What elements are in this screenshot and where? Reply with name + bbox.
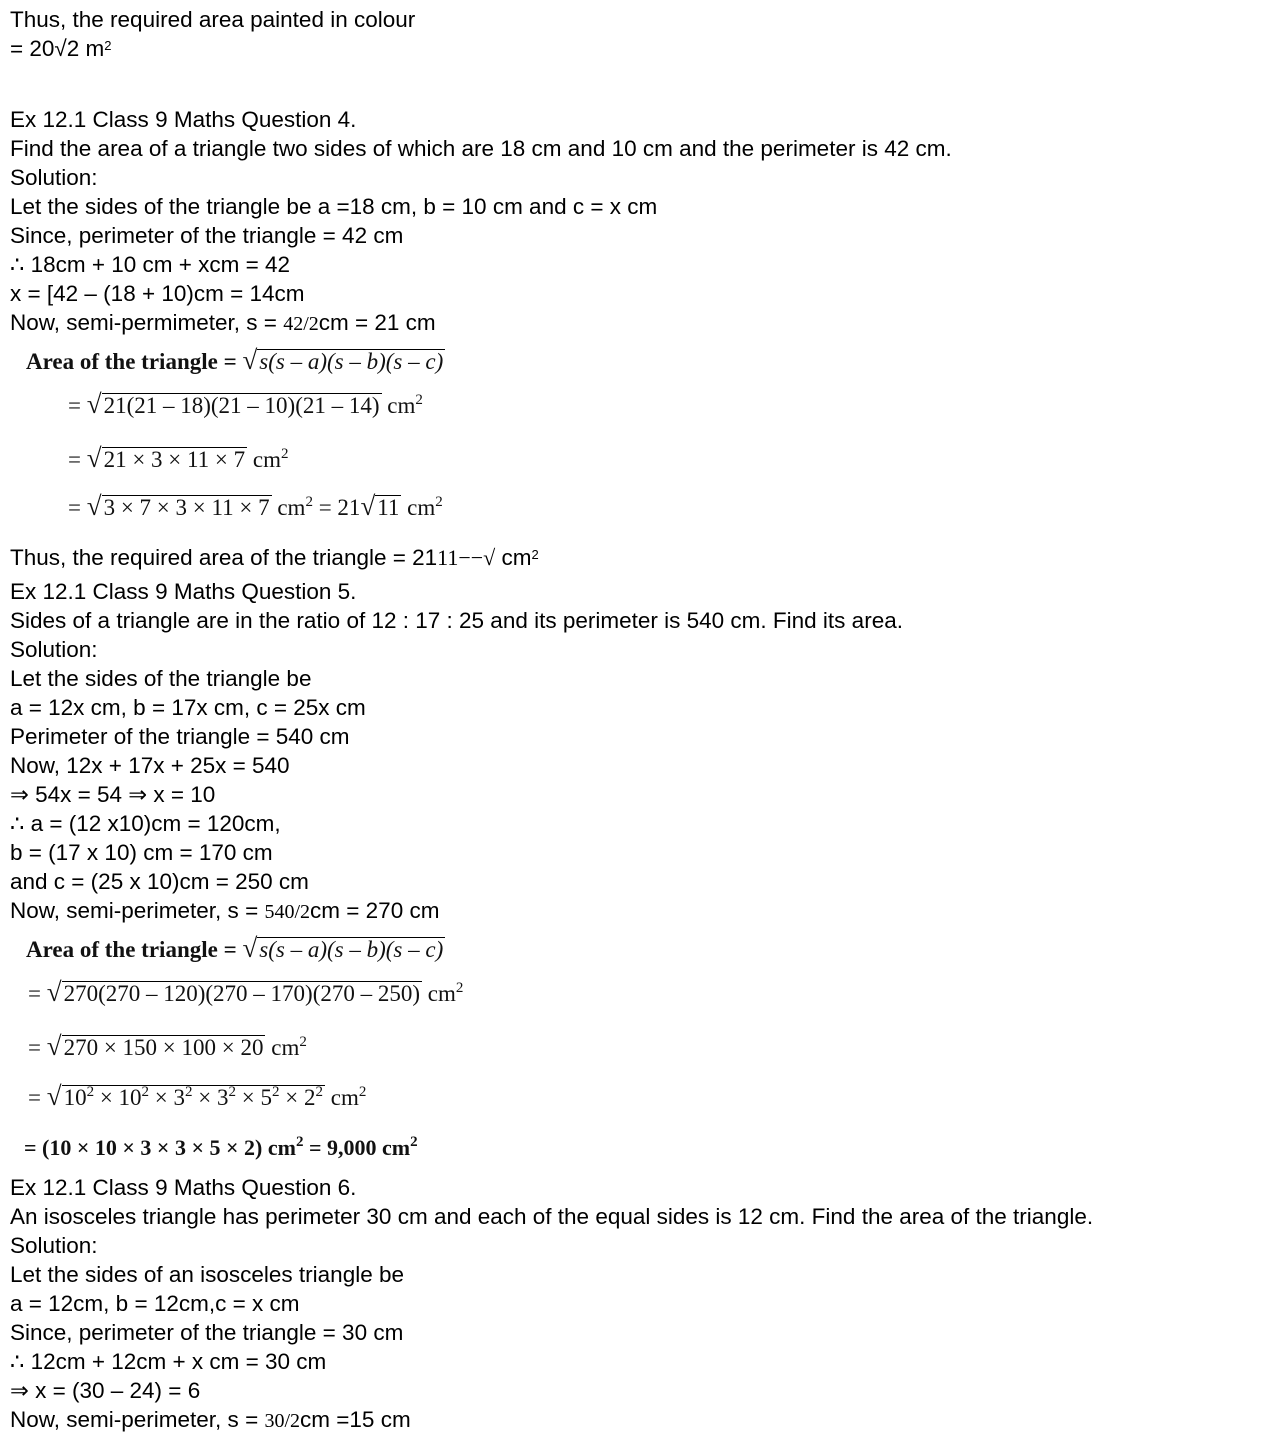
- step-line: Let the sides of the triangle be a =18 cm, b = 10 cm and c = x cm: [10, 194, 658, 219]
- semi-suffix: cm =15 cm: [300, 1407, 411, 1432]
- superscript: 2: [358, 1084, 367, 1100]
- question-5-heading: Ex 12.1 Class 9 Maths Question 5.: [10, 579, 357, 604]
- radicand: 270 × 150 × 100 × 20: [63, 1035, 264, 1060]
- solution-label: Solution:: [10, 637, 98, 662]
- semi-perimeter-line: [10, 308, 1266, 339]
- step-line: b = (17 x 10) cm = 170 cm: [10, 840, 273, 865]
- superscript: 2: [435, 494, 443, 510]
- unit: cm: [401, 495, 436, 520]
- unit: cm: [422, 981, 456, 1006]
- semi-perimeter-line: [10, 1405, 1266, 1436]
- fraction: 540/2: [264, 901, 311, 923]
- superscript: 2: [185, 1084, 193, 1100]
- semi-suffix: cm = 270 cm: [310, 898, 440, 923]
- formula-label: Area of the triangle =: [26, 937, 243, 962]
- superscript: 2: [141, 1084, 150, 1100]
- step-line: ∴ 18cm + 10 cm + xcm = 42: [10, 252, 291, 277]
- superscript: 2: [415, 392, 423, 408]
- radicand: 21 × 3 × 11 × 7: [103, 447, 246, 472]
- question-4-heading: Ex 12.1 Class 9 Maths Question 4.: [10, 107, 357, 132]
- fraction: 42/2: [283, 313, 319, 335]
- radicand: s(s – a)(s – b)(s – c): [259, 349, 444, 374]
- formula-row: = √21 × 3 × 11 × 7 $cm^2$: [68, 443, 289, 473]
- radicand: 21(21 – 18)(21 – 10)(21 – 14): [103, 393, 380, 418]
- q4-formula-image: [24, 339, 1266, 535]
- superscript: 2: [299, 1034, 307, 1050]
- term: × 3: [198, 1085, 229, 1110]
- step-line: a = 12x cm, b = 17x cm, c = 25x cm: [10, 695, 366, 720]
- radicand: 3 × 7 × 3 × 11 × 7: [103, 495, 270, 520]
- result-text: = 20√2 m: [10, 36, 105, 61]
- superscript: 2: [305, 494, 313, 510]
- radicand: [62, 1085, 325, 1113]
- superscript: 2: [295, 1134, 304, 1150]
- unit: cm: [265, 1035, 300, 1060]
- unit: cm: [247, 447, 281, 472]
- equals: =: [28, 1035, 41, 1060]
- superscript: 2: [455, 980, 464, 996]
- semi-perimeter-line: [10, 896, 1266, 927]
- superscript: 2: [272, 1084, 280, 1100]
- question-5-text: Sides of a triangle are in the ratio of 12 : 17 : 25 and its perimeter is 540 cm. Find its area.: [10, 608, 903, 633]
- step-line: ⇒ 54x = 54 ⇒ x = 10: [10, 782, 216, 807]
- superscript: 2: [315, 1084, 323, 1100]
- formula-row: Area of the triangle = √s(s – a)(s – b)(s – c): [26, 345, 444, 375]
- term: × 5: [241, 1085, 272, 1110]
- formula-row: [24, 1135, 418, 1161]
- radicand: 11: [377, 495, 400, 520]
- q4-answer-line: [10, 543, 1266, 575]
- area-painted-result: [10, 34, 1266, 66]
- superscript: 2: [104, 38, 112, 53]
- solution-label: Solution:: [10, 1233, 98, 1258]
- equals: =: [68, 447, 81, 472]
- term: 10: [63, 1085, 87, 1110]
- equals: =: [68, 495, 81, 520]
- formula-row: = √270 × 150 × 100 × 20 $cm^2$: [28, 1031, 307, 1061]
- semi-prefix: Now, semi-perimeter, s =: [10, 898, 265, 923]
- unit: cm: [324, 1085, 359, 1110]
- unit: cm: [495, 545, 532, 570]
- semi-prefix: Now, semi-perimeter, s =: [10, 1407, 265, 1432]
- unit: cm: [381, 393, 416, 418]
- solution-label: Solution:: [10, 165, 98, 190]
- step-line: ⇒ x = (30 – 24) = 6: [10, 1378, 201, 1403]
- step-line: Since, perimeter of the triangle = 30 cm: [10, 1320, 404, 1345]
- equals: =: [68, 393, 81, 418]
- text-line: Thus, the required area painted in colour: [10, 7, 416, 32]
- question-4-text: Find the area of a triangle two sides of which are 18 cm and 10 cm and the perimeter is 42 cm.: [10, 136, 952, 161]
- result-text: = (10 × 10 × 3 × 3 × 5 × 2) cm: [24, 1135, 296, 1160]
- superscript: 2: [86, 1084, 95, 1100]
- formula-label: Area of the triangle =: [26, 349, 243, 374]
- document-page: [10, 0, 1266, 1436]
- step-line: x = [42 – (18 + 10)cm = 14cm: [10, 281, 305, 306]
- unit: cm: [271, 495, 306, 520]
- step-line: ∴ a = (12 x10)cm = 120cm,: [10, 811, 281, 836]
- term: × 2: [285, 1085, 316, 1110]
- superscript: 2: [280, 446, 289, 462]
- step-line: a = 12cm, b = 12cm,c = x cm: [10, 1291, 300, 1316]
- term: × 10: [99, 1085, 142, 1110]
- question-6-heading: Ex 12.1 Class 9 Maths Question 6.: [10, 1175, 357, 1200]
- formula-row: = √270(270 – 120)(270 – 170)(270 – 250) $cm^2$: [28, 977, 464, 1007]
- step-line: Let the sides of an isosceles triangle be: [10, 1262, 404, 1287]
- superscript: 2: [410, 1134, 418, 1150]
- formula-row: = √3 × 7 × 3 × 11 × 7 $cm^2 = 21√11$ $cm^2$: [68, 491, 443, 521]
- step-line: Let the sides of the triangle be: [10, 666, 312, 691]
- step-line: Perimeter of the triangle = 540 cm: [10, 724, 350, 749]
- result-tail: = 9,000 cm: [303, 1135, 411, 1160]
- equals-result: = 21: [312, 495, 361, 520]
- q5-formula-image: [24, 927, 1266, 1173]
- radicand: s(s – a)(s – b)(s – c): [259, 937, 444, 962]
- step-line: Now, 12x + 17x + 25x = 540: [10, 753, 290, 778]
- formula-row: Area of the triangle = √s(s – a)(s – b)(s – c): [26, 933, 444, 963]
- radicand: 270(270 – 120)(270 – 170)(270 – 250): [63, 981, 421, 1006]
- semi-suffix: cm = 21 cm: [318, 310, 436, 335]
- fraction: 30/2: [264, 1410, 301, 1432]
- answer-root: 11−−√: [437, 545, 496, 570]
- superscript: 2: [531, 547, 539, 562]
- semi-prefix: Now, semi-permimeter, s =: [10, 310, 284, 335]
- term: × 3: [154, 1085, 186, 1110]
- step-line: and c = (25 x 10)cm = 250 cm: [10, 869, 309, 894]
- superscript: 2: [228, 1084, 237, 1100]
- equals: =: [28, 981, 41, 1006]
- equals: =: [28, 1085, 41, 1110]
- step-line: Since, perimeter of the triangle = 42 cm: [10, 223, 404, 248]
- answer-prefix: Thus, the required area of the triangle = 21: [10, 545, 438, 570]
- formula-row: = $√10^2 \times 10^2 \times 3^2 \times 3^2 \times 5^2 \times 2^2$ $cm^2$: [28, 1081, 367, 1111]
- question-6-text: An isosceles triangle has perimeter 30 cm and each of the equal sides is 12 cm. Find the area of the triangle.: [10, 1204, 1094, 1229]
- formula-row: = √21(21 – 18)(21 – 10)(21 – 14) $cm^2$: [68, 389, 423, 419]
- step-line: ∴ 12cm + 12cm + x cm = 30 cm: [10, 1349, 327, 1374]
